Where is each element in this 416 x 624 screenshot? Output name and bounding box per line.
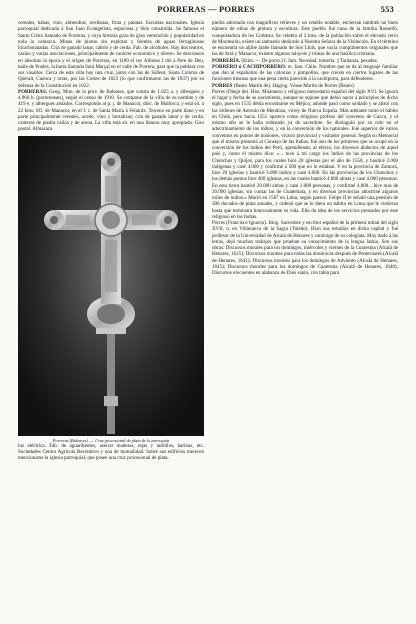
running-title: PORRERAS — PORRES [157,4,255,14]
entry-body: m. fam. Chile. Nombre que se da al lenguaje familiar que dan al españolito de las colonias y pimpollos, que crecen en ciertos lugares de las funciones mismas que una pena cierta parecido á la cachiporra, para defenderse. [212,63,398,83]
entry-headword: PORRERÍA. [212,57,241,64]
entry-body: (Etim. — De porro.) f. fam. Necedad, tontería. || Tardanza, pesadez. [240,57,379,64]
right-column [212,20,398,616]
entry-headword: PORRES [212,82,233,89]
page-number: 553 [380,4,394,14]
entry-porres-diego: Porres (Diego de). Hist. Misionero y religioso mercedario español del siglo XVI. Se ignora el lugar y fecha de su nacimiento, aunque se supone que debió nacer á principios de dicho siglo, pues en 1535 debía encontrarse en Méjico, adonde pasó como soldado y se alistó con las órdenes de Antonio de Mendoza, virrey de Nueva España. Más adelante tomó el hábito en Chile, pero hacia 1551 aparece como religioso profeso del convento de Cuzco, y el mismo año se le halla ordenado ya de sacerdote. Se distinguió por su celo en el adoctrinamiento de los indios, y en la conversión de los naturales. Fué superior de varios conventos en puntos de misiones, vicario provincial y visitador general. Según su Memorial que el mismo presentó al Consejo de las Indias, fué uno de los primeros que se ocupó en la conversión de los indios del Perú, aprendiendo, al efecto, los diversos dialectos de aquel país y, como él mismo dice: «... tuve á mi cargo los indios de las provincias de los Chunchos y Quijos, para los cuales hice 20 iglesias por el año de 1558, y bauticé 2.000 indígenas y casé 4.000 y confirmé á 500 que no lo estaban. Y en la provincia de Zamora, hice 20 iglesias y bauticé 3.000 indios y casé 4.000. En las provincias de los Chunchos y los demás puntos hice 400 iglesias, en las cuales bauticé 4.000 almas y casé 4.000 personas. En esta tierra bauticé 20.000 almas y casé 1.000 personas, y confirmé 4.000... hice más de 20.000 iglesias, sin contar las de Guatemala, y en diversas provincias adoctriné algunos miles de indios.» Murió en 1587 en Lima, según parece. Felipe II le señaló una pensión de 300 ducados de plata anuales, y ordenó que se le diera un hábito en Lima que le vistieran hasta que terminara honrosamente su vida. Ello da idea de los servicios prestados por este religioso en las Indias. [212,88,398,220]
cross-illustration [18,136,204,436]
paragraph-porreras-industry: luz eléctrica. Fáb. de aguardientes, aserrar maderas, tejas y ladrillos, harinas, etc. Sociedades Centro Agrícola Recreativo y una de mutualidad. Sobre sus edificios merecen mencionarse la iglesia parroquial, que posee una cruz procesional de plata. [18,442,204,462]
entry-porrero [212,64,398,83]
entry-headword: PORRERO ó CACHIPORRERO. [212,63,287,70]
left-column [18,20,204,616]
page-header [18,4,394,16]
paragraph-porreras-monuments: piedra adornada con magníficos relieves y un retablo notable, encierran también un buen número de obras de pintura y escultura. Este pueblo fué cuna de la familia Rosselló, conquistadora de los Corbeau. Se celebra el 2 kms. de la población sobre el elevado cerro de Montesión, existe un santuario dedicado á Nuestra Señora de la Visitación. En el término se encuentra un aljibe árabe llamado de Son Lluís, que vacía cumplimentos originales que las de Artá y Manacor, existen algunos talayots y ruinas de una basílica cristiana. [212,20,398,58]
entry-body: Geog. Mun. de la prov. de Baleares, que consta de 1.825 a. y albergues y 4.960 h. (porrerenses), según el censo de 1910. Se compone de la villa de su nombre y de 419 e. y albergues aislados. Correspondo al p. j. de Manacor, dióc. de Mallorca, y está sit. á 22 kms. SO. de Manacor, en el f. c. de Santa María á Felanitx. Terreno en parte llano y en parte principalmente cereales, aceite, vino y hortalizas; cría de ganado lanar y de cerda; canteras de piedra caliza y de arena. La villa está sit. en una llanura muy apropiada. Giro postal. Almazara. [18,88,204,133]
entry-headword: PORRERAS. [18,88,48,95]
entry-porreras [18,89,204,133]
processional-cross-photo [18,136,204,436]
figure-caption: Porreras (Baleares). — Cruz procesional de plata de la parroquia [52,437,170,443]
entry-body: (Beato Martín de). Hagiog. Véase Martín de Porres (Beato). [232,82,355,89]
entry-porres-francisco: Porres (Francisco Ignacio). Biog. Sacerdote y escritor español de la primera mitad del siglo XVII, n. en Villanueva de la Sagra (Toledo). Hizo sus estudios en dicha capital y fué profesor de la Universidad de Alcalá de Henares y canónigo de su colegiata. Muy dado á las letras, dejó muchos trabajos que prueban su conocimiento de la lengua latina. Son sus obras: Discursos morales para los domingos, miércoles y viernes de la Cuaresma (Alcalá de Henares, 1625); Discursos morales para todas las dominicas después de Pentecostés (Alcalá de Henares, 1641); Discursos morales para los domingos de Adviento (Alcalá de Henares, 1645); Discursos morales para los domingos de Cuaresma (Alcalá de Henares, 1648); Discursos elocuentes en alabanza de Dios santo, con tabla para [212,220,398,276]
paragraph-porreras-history: cereales, habas, vino, almendras, avellanas, fruta y patatas. Escuelas nacionales. Iglesia parroquial dedicada á San Juan Evangelista, espaciosa y bien construída. Se famoso el Santo Cristo llamado de Porreras, y cuya historia goza de gran veneración y popularidad en toda la comarca. Minas de plomo sin explotar y fuentes de aguas ferruginosas bicarbonatadas. Cría de ganado lanar, cabrío y de cerda. Fab. de alcoholes. Hay dos teatros, casino y varias asociaciones, principalmente de carácter económico y obrero. Se desconoce en absoluto la época y el origen de Porreras, en 1180 el rey Alfonso I dió á Pere de Deu, baile de Prades, la barra llamada Sant Marçal en el valle de Porrera, para que la poblara con sus vasallos. Cerca de esta villa hay una cruz, junto con las de Salleut, Santa Coloma de Queralt, Cuenca y otras, por las Cortes de 1823 (lo que confirmaron las de 1837) por su defensa de la Constitución en 1822. [18,20,204,89]
